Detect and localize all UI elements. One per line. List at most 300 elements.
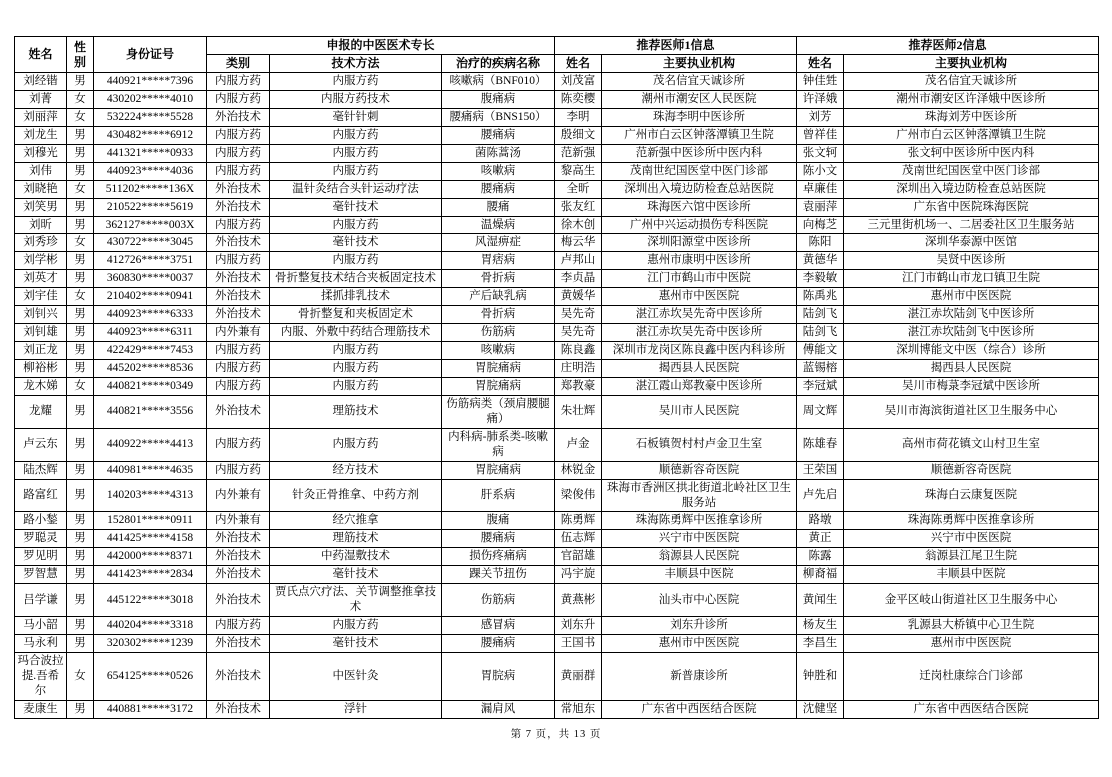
cell-name: 马小韶 — [15, 617, 67, 635]
header-recommender2-group: 推荐医师2信息 — [797, 37, 1099, 55]
cell-category: 外治技术 — [207, 652, 270, 700]
cell-name: 刘钊雄 — [15, 324, 67, 342]
cell-rec1-name: 朱壮辉 — [555, 395, 602, 428]
cell-name: 刘学彬 — [15, 252, 67, 270]
cell-id-number: 440821*****0349 — [94, 377, 207, 395]
cell-rec1-name: 殷细文 — [555, 126, 602, 144]
cell-method: 内服方药 — [270, 428, 442, 461]
cell-category: 外治技术 — [207, 584, 270, 617]
cell-rec2-org: 翁源县江尾卫生院 — [844, 548, 1099, 566]
cell-rec2-org: 珠海陈勇辉中医推拿诊所 — [844, 512, 1099, 530]
cell-gender: 男 — [67, 252, 94, 270]
cell-category: 内服方药 — [207, 252, 270, 270]
cell-disease: 腰痛病（BNS150） — [442, 108, 555, 126]
cell-method: 内服方药 — [270, 252, 442, 270]
cell-rec2-org: 吴贤中医诊所 — [844, 252, 1099, 270]
cell-rec1-name: 吴先奇 — [555, 306, 602, 324]
cell-gender: 男 — [67, 270, 94, 288]
cell-disease: 损伤疼痛病 — [442, 548, 555, 566]
cell-disease: 腹痛病 — [442, 90, 555, 108]
table-row — [15, 584, 1099, 617]
table-row — [15, 635, 1099, 653]
cell-rec1-name: 吴先奇 — [555, 324, 602, 342]
header-disease: 治疗的疾病名称 — [442, 55, 555, 73]
cell-rec2-name: 陈禹兆 — [797, 288, 844, 306]
cell-rec2-name: 杨友生 — [797, 617, 844, 635]
cell-rec1-name: 官韶雄 — [555, 548, 602, 566]
cell-rec1-org: 惠州市康明中医诊所 — [602, 252, 797, 270]
cell-category: 外治技术 — [207, 635, 270, 653]
cell-rec1-org: 茂南世纪国医堂中医门诊部 — [602, 162, 797, 180]
cell-disease: 感冒病 — [442, 617, 555, 635]
header-method: 技术方法 — [270, 55, 442, 73]
header-specialty-group: 申报的中医医术专长 — [207, 37, 555, 55]
cell-gender: 男 — [67, 126, 94, 144]
cell-rec1-org: 范新强中医诊所中医内科 — [602, 144, 797, 162]
cell-rec2-name: 李毅敏 — [797, 270, 844, 288]
header-rec2-name: 姓名 — [797, 55, 844, 73]
cell-rec1-name: 林锐金 — [555, 461, 602, 479]
cell-rec2-org: 揭西县人民医院 — [844, 360, 1099, 378]
cell-disease: 漏肩风 — [442, 700, 555, 718]
cell-gender: 男 — [67, 617, 94, 635]
cell-method: 内服方药 — [270, 342, 442, 360]
cell-gender: 男 — [67, 461, 94, 479]
cell-method: 内服方药 — [270, 216, 442, 234]
cell-method: 经方技术 — [270, 461, 442, 479]
cell-gender: 女 — [67, 652, 94, 700]
cell-rec1-org: 珠海李明中医诊所 — [602, 108, 797, 126]
cell-disease: 踝关节扭伤 — [442, 566, 555, 584]
cell-rec2-name: 李昌生 — [797, 635, 844, 653]
cell-name: 路富红 — [15, 479, 67, 512]
cell-method: 温针灸结合头针运动疗法 — [270, 180, 442, 198]
cell-rec1-name: 黄丽群 — [555, 652, 602, 700]
cell-method: 中医针灸 — [270, 652, 442, 700]
cell-rec1-org: 顺德新容奇医院 — [602, 461, 797, 479]
cell-rec1-name: 陈良鑫 — [555, 342, 602, 360]
cell-id-number: 440881*****3172 — [94, 700, 207, 718]
cell-rec1-name: 张友红 — [555, 198, 602, 216]
cell-rec1-org: 深圳阳源堂中医诊所 — [602, 234, 797, 252]
cell-name: 刘伟 — [15, 162, 67, 180]
cell-rec1-org: 广东省中西医结合医院 — [602, 700, 797, 718]
cell-category: 外治技术 — [207, 108, 270, 126]
cell-rec1-org: 翁源县人民医院 — [602, 548, 797, 566]
cell-category: 内服方药 — [207, 126, 270, 144]
cell-category: 外治技术 — [207, 180, 270, 198]
cell-gender: 男 — [67, 584, 94, 617]
cell-category: 内服方药 — [207, 216, 270, 234]
cell-rec1-org: 石板镇贺村村卢金卫生室 — [602, 428, 797, 461]
cell-category: 外治技术 — [207, 198, 270, 216]
cell-id-number: 412726*****3751 — [94, 252, 207, 270]
cell-rec1-name: 黎高生 — [555, 162, 602, 180]
cell-name: 陆杰辉 — [15, 461, 67, 479]
cell-disease: 腰痛病 — [442, 180, 555, 198]
cell-gender: 男 — [67, 73, 94, 91]
cell-rec2-org: 惠州市中医医院 — [844, 288, 1099, 306]
cell-category: 内外兼有 — [207, 479, 270, 512]
cell-rec1-name: 卢邦山 — [555, 252, 602, 270]
cell-rec2-name: 卓廉佳 — [797, 180, 844, 198]
cell-rec1-name: 庄明浩 — [555, 360, 602, 378]
cell-rec2-org: 湛江赤坎陆剑飞中医诊所 — [844, 324, 1099, 342]
table-row — [15, 270, 1099, 288]
cell-category: 外治技术 — [207, 395, 270, 428]
cell-rec2-name: 路墩 — [797, 512, 844, 530]
cell-gender: 女 — [67, 90, 94, 108]
cell-name: 路小鍫 — [15, 512, 67, 530]
cell-category: 内外兼有 — [207, 512, 270, 530]
cell-rec1-name: 黄燕彬 — [555, 584, 602, 617]
cell-id-number: 440981*****4635 — [94, 461, 207, 479]
cell-category: 内服方药 — [207, 360, 270, 378]
cell-id-number: 430482*****6912 — [94, 126, 207, 144]
cell-id-number: 445202*****8536 — [94, 360, 207, 378]
cell-rec1-name: 刘茂富 — [555, 73, 602, 91]
cell-rec2-org: 三元里街机场一、二居委社区卫生服务站 — [844, 216, 1099, 234]
cell-method: 内服、外敷中药结合理筋技术 — [270, 324, 442, 342]
cell-disease: 咳嗽病（BNF010） — [442, 73, 555, 91]
cell-name: 刘正龙 — [15, 342, 67, 360]
cell-method: 浮针 — [270, 700, 442, 718]
cell-rec2-name: 李冠斌 — [797, 377, 844, 395]
table-row — [15, 428, 1099, 461]
cell-rec1-org: 潮州市潮安区人民医院 — [602, 90, 797, 108]
cell-id-number: 440923*****6333 — [94, 306, 207, 324]
cell-name: 马永利 — [15, 635, 67, 653]
cell-disease: 咳嗽病 — [442, 342, 555, 360]
cell-name: 玛合波拉提.吾希尔 — [15, 652, 67, 700]
cell-gender: 男 — [67, 428, 94, 461]
cell-rec2-org: 深圳华泰源中医馆 — [844, 234, 1099, 252]
cell-id-number: 511202*****136X — [94, 180, 207, 198]
cell-rec2-name: 周文辉 — [797, 395, 844, 428]
cell-rec2-name: 陈露 — [797, 548, 844, 566]
cell-rec2-name: 陆剑飞 — [797, 324, 844, 342]
cell-method: 毫针技术 — [270, 198, 442, 216]
cell-rec1-org: 茂名信宜天诚诊所 — [602, 73, 797, 91]
cell-disease: 骨折病 — [442, 270, 555, 288]
cell-rec1-org: 刘东升诊所 — [602, 617, 797, 635]
cell-rec2-org: 深圳出入境边防检查总站医院 — [844, 180, 1099, 198]
cell-disease: 胃脘痛病 — [442, 377, 555, 395]
cell-category: 内服方药 — [207, 377, 270, 395]
cell-rec2-name: 陈雄春 — [797, 428, 844, 461]
cell-disease: 肝系病 — [442, 479, 555, 512]
cell-rec2-name: 钟佳甡 — [797, 73, 844, 91]
cell-rec1-org: 汕头市中心医院 — [602, 584, 797, 617]
cell-rec1-org: 珠海医六馆中医诊所 — [602, 198, 797, 216]
cell-category: 外治技术 — [207, 288, 270, 306]
cell-disease: 腰痛 — [442, 198, 555, 216]
cell-rec2-name: 傅能文 — [797, 342, 844, 360]
cell-rec1-org: 兴宁市中医医院 — [602, 530, 797, 548]
cell-category: 内服方药 — [207, 617, 270, 635]
cell-category: 外治技术 — [207, 234, 270, 252]
table-row — [15, 461, 1099, 479]
cell-gender: 女 — [67, 377, 94, 395]
table-row — [15, 548, 1099, 566]
cell-category: 内服方药 — [207, 162, 270, 180]
cell-rec1-org: 广州中兴运动损伤专科医院 — [602, 216, 797, 234]
cell-gender: 男 — [67, 360, 94, 378]
cell-disease: 内科病-肺系类-咳嗽病 — [442, 428, 555, 461]
cell-rec1-name: 徐木创 — [555, 216, 602, 234]
cell-rec2-org: 丰顺县中医院 — [844, 566, 1099, 584]
cell-disease: 腰痛病 — [442, 530, 555, 548]
cell-rec1-name: 黄媛华 — [555, 288, 602, 306]
cell-id-number: 210522*****5619 — [94, 198, 207, 216]
cell-disease: 温燥病 — [442, 216, 555, 234]
cell-disease: 风湿痹症 — [442, 234, 555, 252]
cell-rec2-org: 吴川市海滨街道社区卫生服务中心 — [844, 395, 1099, 428]
cell-method: 内服方药 — [270, 126, 442, 144]
cell-id-number: 445122*****3018 — [94, 584, 207, 617]
cell-gender: 女 — [67, 234, 94, 252]
cell-rec2-name: 卢先启 — [797, 479, 844, 512]
cell-rec1-name: 王国书 — [555, 635, 602, 653]
cell-gender: 男 — [67, 162, 94, 180]
cell-disease: 胃脘痛病 — [442, 360, 555, 378]
table-row — [15, 566, 1099, 584]
cell-disease: 胃脘痛病 — [442, 461, 555, 479]
cell-method: 理筋技术 — [270, 395, 442, 428]
practitioner-roster-table — [14, 36, 1099, 719]
cell-rec1-org: 揭西县人民医院 — [602, 360, 797, 378]
cell-rec2-name: 张文轲 — [797, 144, 844, 162]
cell-disease: 菌陈蒿汤 — [442, 144, 555, 162]
cell-rec1-name: 陈奕樱 — [555, 90, 602, 108]
cell-name: 刘经锴 — [15, 73, 67, 91]
cell-category: 内服方药 — [207, 461, 270, 479]
cell-gender: 男 — [67, 306, 94, 324]
cell-gender: 女 — [67, 180, 94, 198]
table-row — [15, 126, 1099, 144]
cell-rec1-org: 湛江赤坎吴先奇中医诊所 — [602, 324, 797, 342]
cell-method: 针灸正骨推拿、中药方剂 — [270, 479, 442, 512]
cell-name: 龙耀 — [15, 395, 67, 428]
cell-method: 毫针技术 — [270, 234, 442, 252]
table-row — [15, 234, 1099, 252]
cell-id-number: 360830*****0037 — [94, 270, 207, 288]
table-row — [15, 252, 1099, 270]
cell-gender: 男 — [67, 512, 94, 530]
roster-table-body — [15, 73, 1099, 719]
header-id-number: 身份证号 — [94, 37, 207, 73]
cell-rec1-name: 卢金 — [555, 428, 602, 461]
cell-rec1-name: 李贞晶 — [555, 270, 602, 288]
cell-rec1-org: 湛江霞山郑教豪中医诊所 — [602, 377, 797, 395]
cell-rec2-org: 高州市荷花镇文山村卫生室 — [844, 428, 1099, 461]
cell-category: 内服方药 — [207, 342, 270, 360]
cell-rec2-name: 钟胜和 — [797, 652, 844, 700]
cell-rec2-name: 向梅芝 — [797, 216, 844, 234]
table-row — [15, 288, 1099, 306]
cell-id-number: 532224*****5528 — [94, 108, 207, 126]
cell-id-number: 422429*****7453 — [94, 342, 207, 360]
cell-id-number: 440921*****7396 — [94, 73, 207, 91]
header-name: 姓名 — [15, 37, 67, 73]
cell-rec2-org: 深圳博能文中医（综合）诊所 — [844, 342, 1099, 360]
cell-method: 中药湿敷技术 — [270, 548, 442, 566]
cell-gender: 男 — [67, 635, 94, 653]
cell-category: 外治技术 — [207, 270, 270, 288]
cell-method: 内服方药 — [270, 144, 442, 162]
header-rec1-org: 主要执业机构 — [602, 55, 797, 73]
cell-rec1-name: 全昕 — [555, 180, 602, 198]
cell-rec1-name: 梁俊伟 — [555, 479, 602, 512]
cell-gender: 男 — [67, 479, 94, 512]
cell-method: 内服方药 — [270, 73, 442, 91]
table-row — [15, 395, 1099, 428]
cell-rec2-name: 许泽娥 — [797, 90, 844, 108]
cell-rec2-org: 广东省中西医结合医院 — [844, 700, 1099, 718]
cell-disease: 伤筋病类（颈肩腰腿痛） — [442, 395, 555, 428]
cell-rec1-org: 深圳市龙岗区陈良鑫中医内科诊所 — [602, 342, 797, 360]
cell-gender: 女 — [67, 288, 94, 306]
cell-name: 刘穆光 — [15, 144, 67, 162]
cell-name: 刘钊兴 — [15, 306, 67, 324]
cell-name: 卢云东 — [15, 428, 67, 461]
table-row — [15, 360, 1099, 378]
cell-method: 内服方药 — [270, 360, 442, 378]
cell-method: 内服方药 — [270, 377, 442, 395]
header-category: 类别 — [207, 55, 270, 73]
cell-rec2-name: 曾祥佳 — [797, 126, 844, 144]
cell-gender: 男 — [67, 566, 94, 584]
cell-rec2-org: 吴川市梅菉李冠斌中医诊所 — [844, 377, 1099, 395]
table-row — [15, 324, 1099, 342]
cell-rec1-org: 湛江赤坎吴先奇中医诊所 — [602, 306, 797, 324]
cell-rec1-name: 常旭东 — [555, 700, 602, 718]
cell-name: 刘昕 — [15, 216, 67, 234]
cell-name: 刘菁 — [15, 90, 67, 108]
cell-rec2-org: 珠海刘芳中医诊所 — [844, 108, 1099, 126]
cell-rec2-org: 湛江赤坎陆剑飞中医诊所 — [844, 306, 1099, 324]
table-row — [15, 377, 1099, 395]
cell-rec2-org: 江门市鹤山市龙口镇卫生院 — [844, 270, 1099, 288]
table-row — [15, 198, 1099, 216]
cell-name: 罗智慧 — [15, 566, 67, 584]
cell-gender: 男 — [67, 548, 94, 566]
cell-rec2-org: 珠海白云康复医院 — [844, 479, 1099, 512]
cell-name: 龙木娣 — [15, 377, 67, 395]
cell-gender: 男 — [67, 144, 94, 162]
cell-id-number: 441425*****4158 — [94, 530, 207, 548]
cell-id-number: 654125*****0526 — [94, 652, 207, 700]
cell-gender: 男 — [67, 530, 94, 548]
cell-name: 罗聪灵 — [15, 530, 67, 548]
cell-rec2-name: 黄正 — [797, 530, 844, 548]
cell-rec2-name: 陈阳 — [797, 234, 844, 252]
cell-disease: 腰痛病 — [442, 126, 555, 144]
cell-category: 外治技术 — [207, 530, 270, 548]
cell-category: 内服方药 — [207, 90, 270, 108]
cell-rec1-name: 陈勇辉 — [555, 512, 602, 530]
cell-rec2-org: 迁岗杜康综合门诊部 — [844, 652, 1099, 700]
cell-gender: 男 — [67, 342, 94, 360]
cell-id-number: 441423*****2834 — [94, 566, 207, 584]
cell-id-number: 430202*****4010 — [94, 90, 207, 108]
table-row — [15, 700, 1099, 718]
cell-category: 外治技术 — [207, 700, 270, 718]
table-row — [15, 342, 1099, 360]
cell-method: 毫针技术 — [270, 566, 442, 584]
cell-rec2-org: 张文轲中医诊所中医内科 — [844, 144, 1099, 162]
table-row — [15, 108, 1099, 126]
cell-name: 刘丽萍 — [15, 108, 67, 126]
cell-disease: 咳嗽病 — [442, 162, 555, 180]
cell-rec1-name: 李明 — [555, 108, 602, 126]
cell-category: 内服方药 — [207, 144, 270, 162]
cell-id-number: 441321*****0933 — [94, 144, 207, 162]
cell-rec2-org: 金平区岐山街道社区卫生服务中心 — [844, 584, 1099, 617]
cell-rec1-org: 深圳出入境边防检查总站医院 — [602, 180, 797, 198]
cell-rec2-name: 陆剑飞 — [797, 306, 844, 324]
cell-rec2-org: 顺德新容奇医院 — [844, 461, 1099, 479]
cell-gender: 男 — [67, 324, 94, 342]
cell-id-number: 152801*****0911 — [94, 512, 207, 530]
cell-rec2-org: 茂名信宜天诚诊所 — [844, 73, 1099, 91]
cell-disease: 腹痛 — [442, 512, 555, 530]
page-number-footer: 第 7 页，共 13 页 — [510, 728, 602, 740]
cell-disease: 伤筋病 — [442, 584, 555, 617]
cell-id-number: 210402*****0941 — [94, 288, 207, 306]
cell-disease: 产后缺乳病 — [442, 288, 555, 306]
cell-id-number: 430722*****3045 — [94, 234, 207, 252]
cell-rec1-name: 刘东升 — [555, 617, 602, 635]
cell-disease: 骨折病 — [442, 306, 555, 324]
cell-gender: 男 — [67, 216, 94, 234]
cell-rec2-name: 袁丽萍 — [797, 198, 844, 216]
cell-id-number: 440922*****4413 — [94, 428, 207, 461]
cell-id-number: 320302*****1239 — [94, 635, 207, 653]
cell-category: 外治技术 — [207, 566, 270, 584]
cell-id-number: 440923*****6311 — [94, 324, 207, 342]
cell-method: 经穴推拿 — [270, 512, 442, 530]
cell-id-number: 440204*****3318 — [94, 617, 207, 635]
cell-rec2-name: 柳裔福 — [797, 566, 844, 584]
cell-method: 内服方药 — [270, 617, 442, 635]
cell-name: 刘晓艳 — [15, 180, 67, 198]
cell-method: 内服方药 — [270, 162, 442, 180]
table-row — [15, 530, 1099, 548]
table-row — [15, 216, 1099, 234]
cell-id-number: 442000*****8371 — [94, 548, 207, 566]
cell-method: 骨折整复技术结合夹板固定技术 — [270, 270, 442, 288]
table-row — [15, 512, 1099, 530]
cell-id-number: 440821*****3556 — [94, 395, 207, 428]
cell-method: 毫针技术 — [270, 635, 442, 653]
cell-rec1-name: 冯宇旋 — [555, 566, 602, 584]
cell-disease: 胃脘病 — [442, 652, 555, 700]
cell-name: 刘龙生 — [15, 126, 67, 144]
header-recommender1-group: 推荐医师1信息 — [555, 37, 797, 55]
table-row — [15, 180, 1099, 198]
cell-id-number: 440923*****4036 — [94, 162, 207, 180]
table-row — [15, 652, 1099, 700]
cell-rec1-org: 广州市白云区钟落潭镇卫生院 — [602, 126, 797, 144]
cell-rec1-org: 丰顺县中医院 — [602, 566, 797, 584]
cell-category: 内服方药 — [207, 73, 270, 91]
table-row — [15, 73, 1099, 91]
cell-name: 柳裕彬 — [15, 360, 67, 378]
cell-disease: 腰痛病 — [442, 635, 555, 653]
cell-category: 内服方药 — [207, 428, 270, 461]
cell-rec2-org: 广州市白云区钟落潭镇卫生院 — [844, 126, 1099, 144]
